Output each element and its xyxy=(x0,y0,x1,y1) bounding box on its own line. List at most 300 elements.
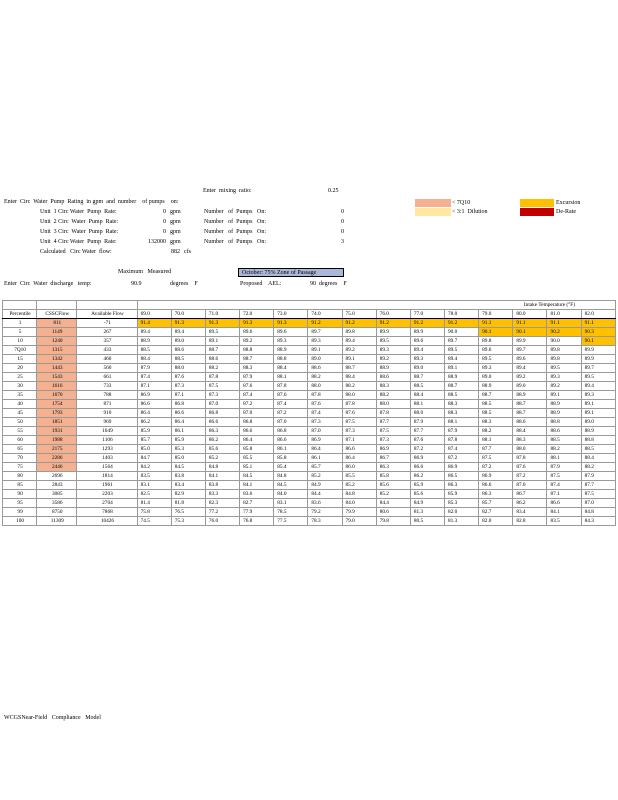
temperature-value-cell: 88.2 xyxy=(376,391,410,400)
header-temp: 71.0 xyxy=(205,310,239,319)
temperature-value-cell: 88.7 xyxy=(513,400,547,409)
temperature-value-cell: 81.4 xyxy=(137,499,171,508)
calc-flow-label: Calculated Circ Water flow: xyxy=(40,249,112,255)
temperature-value-cell: 88.4 xyxy=(513,427,547,436)
header-percentile: Percentile xyxy=(3,310,37,319)
temperature-value-cell: 88.7 xyxy=(240,355,274,364)
temperature-value-cell: 85.5 xyxy=(240,454,274,463)
cssc-flow-cell: 1616 xyxy=(37,382,77,391)
percentile-cell: 80 xyxy=(3,472,37,481)
temperature-value-cell: 91.3 xyxy=(171,319,205,328)
temperature-value-cell: 88.5 xyxy=(547,436,581,445)
temperature-value-cell: 89.4 xyxy=(581,382,615,391)
cssc-flow-cell: 1793 xyxy=(37,409,77,418)
temperature-value-cell: 89.3 xyxy=(274,337,308,346)
temperature-value-cell: 89.9 xyxy=(581,346,615,355)
temperature-value-cell: 81.8 xyxy=(171,499,205,508)
temperature-value-cell: 83.8 xyxy=(171,472,205,481)
percentile-cell: 99 xyxy=(3,508,37,517)
temperature-value-cell: 83.8 xyxy=(205,481,239,490)
temperature-value-cell: 87.8 xyxy=(308,391,342,400)
temperature-value-cell: 87.2 xyxy=(240,400,274,409)
temperature-value-cell: 80.6 xyxy=(376,508,410,517)
table-row xyxy=(3,490,616,499)
temperature-value-cell: 85.8 xyxy=(240,445,274,454)
temperature-value-cell: 86.6 xyxy=(479,481,513,490)
temperature-value-cell: 86.6 xyxy=(137,400,171,409)
temperature-value-cell: 84.0 xyxy=(274,490,308,499)
temperature-value-cell: 88.9 xyxy=(513,391,547,400)
header-temp: 82.0 xyxy=(581,310,615,319)
temperature-value-cell: 78.5 xyxy=(274,508,308,517)
temperature-value-cell: 88.0 xyxy=(410,409,444,418)
temperature-value-cell: 85.3 xyxy=(171,445,205,454)
table-row xyxy=(3,355,616,364)
temperature-value-cell: 88.3 xyxy=(240,364,274,373)
temperature-value-cell: 89.1 xyxy=(342,355,376,364)
temperature-value-cell: 89.2 xyxy=(513,373,547,382)
temperature-value-cell: 86.3 xyxy=(445,481,479,490)
temperature-value-cell: 86.4 xyxy=(240,436,274,445)
calc-flow-unit: cfs xyxy=(184,249,191,255)
unit3-pumps[interactable]: 0 xyxy=(341,229,344,235)
temperature-value-cell: 85.9 xyxy=(445,490,479,499)
temperature-value-cell: 80.5 xyxy=(410,517,444,526)
percentile-cell: 55 xyxy=(3,427,37,436)
temperature-value-cell: 84.3 xyxy=(581,517,615,526)
temperature-value-cell: 89.7 xyxy=(513,346,547,355)
percentile-cell: 70 xyxy=(3,454,37,463)
temperature-value-cell: 88.3 xyxy=(445,409,479,418)
temperature-value-cell: 88.0 xyxy=(513,445,547,454)
temperature-value-cell: 83.6 xyxy=(240,490,274,499)
percentile-cell: 95 xyxy=(3,499,37,508)
temperature-value-cell: 86.8 xyxy=(171,400,205,409)
table-row xyxy=(3,508,616,517)
temperature-value-cell: 87.2 xyxy=(513,472,547,481)
temperature-value-cell: 88.5 xyxy=(479,400,513,409)
temperature-value-cell: 86.4 xyxy=(342,454,376,463)
temperature-value-cell: 88.2 xyxy=(308,373,342,382)
temperature-value-cell: 91.2 xyxy=(445,319,479,328)
cssc-flow-cell: 1670 xyxy=(37,391,77,400)
table-row xyxy=(3,481,616,490)
legend-excursion-label: Excursion xyxy=(556,200,581,206)
cssc-flow-cell: 1988 xyxy=(37,436,77,445)
table-row xyxy=(3,328,616,337)
temperature-value-cell: 87.3 xyxy=(376,436,410,445)
cssc-flow-cell: 2286 xyxy=(37,454,77,463)
header-temp: 76.0 xyxy=(376,310,410,319)
temperature-value-cell: 87.5 xyxy=(547,472,581,481)
temperature-value-cell: 75.3 xyxy=(171,517,205,526)
temperature-value-cell: 83.4 xyxy=(171,481,205,490)
temperature-value-cell: 87.6 xyxy=(342,409,376,418)
table-row xyxy=(3,418,616,427)
cssc-flow-cell: 2696 xyxy=(37,472,77,481)
table-row xyxy=(3,454,616,463)
temperature-value-cell: 87.0 xyxy=(274,418,308,427)
temperature-value-cell: 84.7 xyxy=(137,454,171,463)
temperature-value-cell: 89.5 xyxy=(547,364,581,373)
temperature-value-cell: 87.7 xyxy=(376,418,410,427)
temperature-value-cell: 87.4 xyxy=(547,481,581,490)
temperature-value-cell: 89.5 xyxy=(445,346,479,355)
temperature-value-cell: 84.9 xyxy=(410,499,444,508)
temperature-value-cell: 88.7 xyxy=(445,382,479,391)
temperature-value-cell: 88.9 xyxy=(479,382,513,391)
october-zone-box xyxy=(238,268,344,277)
temperature-value-cell: 89.1 xyxy=(547,391,581,400)
temperature-value-cell: 82.7 xyxy=(479,508,513,517)
temperature-value-cell: 87.5 xyxy=(581,490,615,499)
footer-title: WCGSNear-Field Compliance Model xyxy=(4,715,101,721)
temperature-value-cell: 77.2 xyxy=(205,508,239,517)
temperature-value-cell: 88.0 xyxy=(342,391,376,400)
blank-cell xyxy=(37,301,77,310)
temperature-value-cell: 87.0 xyxy=(205,400,239,409)
temperature-value-cell: 87.8 xyxy=(274,382,308,391)
october-zone-label: October: 75% Zone of Passage xyxy=(242,270,317,276)
temperature-value-cell: 86.7 xyxy=(376,454,410,463)
temperature-value-cell: 88.5 xyxy=(137,346,171,355)
unit1-rate[interactable]: 0 xyxy=(163,209,166,215)
temperature-value-cell: 89.0 xyxy=(410,364,444,373)
temperature-value-cell: 88.2 xyxy=(205,364,239,373)
temperature-value-cell: 91.3 xyxy=(240,319,274,328)
temperature-value-cell: 84.8 xyxy=(205,463,239,472)
temperature-value-cell: 87.6 xyxy=(513,463,547,472)
cssc-flow-cell: 2843 xyxy=(37,481,77,490)
header-available-flow: Available Flow xyxy=(77,310,137,319)
temperature-value-cell: 91.1 xyxy=(581,319,615,328)
temperature-value-cell: 88.8 xyxy=(547,418,581,427)
temperature-value-cell: 91.2 xyxy=(308,319,342,328)
temperature-value-cell: 86.6 xyxy=(410,463,444,472)
unit2-rate[interactable]: 0 xyxy=(163,219,166,225)
temperature-value-cell: 88.1 xyxy=(445,418,479,427)
available-flow-cell: 1814 xyxy=(77,472,137,481)
proposed-ael-label: Proposed AEL: xyxy=(240,281,282,287)
temperature-value-cell: 82.0 xyxy=(445,508,479,517)
temperature-value-cell: 87.9 xyxy=(137,364,171,373)
temperature-value-cell: 86.5 xyxy=(445,472,479,481)
unit1-label: Unit 1 Circ Water Pump Rate: xyxy=(40,209,117,215)
temperature-value-cell: 85.8 xyxy=(376,472,410,481)
temperature-value-cell: 88.3 xyxy=(445,400,479,409)
temperature-value-cell: 88.4 xyxy=(342,373,376,382)
temperature-value-cell: 86.9 xyxy=(445,463,479,472)
temperature-value-cell: 87.3 xyxy=(205,391,239,400)
temperature-value-cell: 88.0 xyxy=(171,364,205,373)
temperature-value-cell: 89.3 xyxy=(410,355,444,364)
legend-derate-label: De-Rate xyxy=(556,209,576,215)
table-row xyxy=(3,319,616,328)
temperature-value-cell: 82.0 xyxy=(479,517,513,526)
header-temp: 69.0 xyxy=(137,310,171,319)
temperature-value-cell: 89.9 xyxy=(581,355,615,364)
header-temp: 72.0 xyxy=(240,310,274,319)
available-flow-cell: 1293 xyxy=(77,445,137,454)
temperature-value-cell: 88.5 xyxy=(171,355,205,364)
temperature-value-cell: 89.1 xyxy=(581,409,615,418)
temperature-value-cell: 89.4 xyxy=(137,328,171,337)
temperature-value-cell: 89.2 xyxy=(376,355,410,364)
table-row xyxy=(3,364,616,373)
temperature-value-cell: 88.7 xyxy=(205,346,239,355)
unit4-pumps[interactable]: 3 xyxy=(341,239,344,245)
unit2-label: Unit 2 Circ Water Pump Rate: xyxy=(40,219,119,225)
temperature-value-cell: 87.2 xyxy=(274,409,308,418)
temperature-value-cell: 87.0 xyxy=(308,427,342,436)
temperature-value-cell: 88.4 xyxy=(137,355,171,364)
temperature-value-cell: 89.1 xyxy=(205,337,239,346)
temperature-value-cell: 86.3 xyxy=(479,490,513,499)
temperature-value-cell: 87.1 xyxy=(342,436,376,445)
cssc-flow-cell: 1149 xyxy=(37,328,77,337)
temperature-value-cell: 85.1 xyxy=(240,463,274,472)
available-flow-cell: 2704 xyxy=(77,499,137,508)
temperature-value-cell: 86.4 xyxy=(308,445,342,454)
unit3-rate[interactable]: 0 xyxy=(163,229,166,235)
unit4-label: Unit 4 Circ Water Pump Rate: xyxy=(40,239,117,245)
temperature-value-cell: 89.9 xyxy=(376,328,410,337)
temperature-value-cell: 85.6 xyxy=(410,490,444,499)
discharge-temp-value[interactable]: 90.9 xyxy=(131,281,142,287)
temperature-value-cell: 89.6 xyxy=(240,328,274,337)
intake-header-row xyxy=(3,301,616,310)
temperature-value-cell: 85.2 xyxy=(376,490,410,499)
temperature-value-cell: 84.5 xyxy=(240,472,274,481)
temperature-value-cell: 84.8 xyxy=(342,490,376,499)
temperature-value-cell: 87.9 xyxy=(410,418,444,427)
temperature-value-cell: 78.3 xyxy=(308,517,342,526)
temperature-value-cell: 87.6 xyxy=(240,382,274,391)
temperature-value-cell: 85.4 xyxy=(274,463,308,472)
temperature-value-cell: 87.9 xyxy=(547,463,581,472)
temperature-value-cell: 89.3 xyxy=(376,346,410,355)
temperature-value-cell: 89.9 xyxy=(513,337,547,346)
available-flow-cell: 1961 xyxy=(77,481,137,490)
cssc-flow-cell: 1443 xyxy=(37,364,77,373)
temperature-value-cell: 85.3 xyxy=(445,499,479,508)
temperature-value-cell: 85.9 xyxy=(171,436,205,445)
temperature-value-cell: 89.0 xyxy=(171,337,205,346)
available-flow-cell: 871 xyxy=(77,400,137,409)
temperature-value-cell: 89.5 xyxy=(205,328,239,337)
temperature-value-cell: 89.7 xyxy=(445,337,479,346)
temperature-value-cell: 88.4 xyxy=(581,454,615,463)
temperature-value-cell: 81.3 xyxy=(410,508,444,517)
temperature-value-cell: 76.5 xyxy=(171,508,205,517)
temperature-value-cell: 88.2 xyxy=(547,445,581,454)
temperature-value-cell: 87.2 xyxy=(445,454,479,463)
temperature-value-cell: 89.1 xyxy=(308,346,342,355)
temperature-value-cell: 88.5 xyxy=(445,391,479,400)
legend-salmon-label: < 7Q10 xyxy=(452,200,471,206)
percentile-cell: 60 xyxy=(3,436,37,445)
temperature-value-cell: 88.9 xyxy=(274,346,308,355)
blank-cell xyxy=(3,301,37,310)
temperature-value-cell: 86.3 xyxy=(376,463,410,472)
available-flow-cell: 357 xyxy=(77,337,137,346)
percentile-cell: 35 xyxy=(3,391,37,400)
temperature-value-cell: 89.2 xyxy=(342,346,376,355)
percentile-cell: 75 xyxy=(3,463,37,472)
temperature-value-cell: 88.1 xyxy=(410,400,444,409)
table-row xyxy=(3,337,616,346)
header-temp: 73.0 xyxy=(274,310,308,319)
temperature-value-cell: 88.3 xyxy=(376,382,410,391)
temperature-value-cell: 84.8 xyxy=(274,472,308,481)
cssc-flow-cell: 1315 xyxy=(37,346,77,355)
temperature-value-cell: 75.8 xyxy=(137,508,171,517)
temperature-value-cell: 82.8 xyxy=(513,517,547,526)
table-row xyxy=(3,517,616,526)
temperature-value-cell: 88.9 xyxy=(547,400,581,409)
cssc-flow-cell: 811 xyxy=(37,319,77,328)
unit2-pumps-label: Number of Pumps On: xyxy=(204,219,266,225)
blank-cell xyxy=(77,301,137,310)
temperature-value-cell: 84.4 xyxy=(376,499,410,508)
temperature-value-cell: 87.1 xyxy=(171,391,205,400)
temperature-value-cell: 74.5 xyxy=(137,517,171,526)
temperature-value-cell: 83.5 xyxy=(137,472,171,481)
temperature-value-cell: 87.8 xyxy=(513,454,547,463)
temperature-value-cell: 83.1 xyxy=(274,499,308,508)
temperature-value-cell: 89.8 xyxy=(479,337,513,346)
temperature-value-cell: 88.0 xyxy=(308,382,342,391)
temperature-value-cell: 87.1 xyxy=(547,490,581,499)
temperature-value-cell: 88.4 xyxy=(274,364,308,373)
temperature-value-cell: 86.7 xyxy=(513,490,547,499)
percentile-cell: 20 xyxy=(3,364,37,373)
temperature-value-cell: 89.5 xyxy=(581,373,615,382)
temperature-value-cell: 86.6 xyxy=(547,499,581,508)
temperature-value-cell: 84.1 xyxy=(205,472,239,481)
temperature-value-cell: 87.5 xyxy=(376,427,410,436)
temperature-value-cell: 88.8 xyxy=(581,436,615,445)
percentile-cell: 45 xyxy=(3,409,37,418)
unit1-pumps[interactable]: 0 xyxy=(341,209,344,215)
temperature-value-cell: 86.4 xyxy=(171,418,205,427)
temperature-value-cell: 86.1 xyxy=(274,445,308,454)
temperature-value-cell: 86.2 xyxy=(137,418,171,427)
temperature-value-cell: 88.8 xyxy=(274,355,308,364)
temperature-value-cell: 88.1 xyxy=(479,436,513,445)
table-row xyxy=(3,463,616,472)
available-flow-cell: 969 xyxy=(77,418,137,427)
available-flow-cell: 733 xyxy=(77,382,137,391)
available-flow-cell: 10426 xyxy=(77,517,137,526)
cssc-flow-cell: 3085 xyxy=(37,490,77,499)
temperature-value-cell: 82.3 xyxy=(205,499,239,508)
unit2-pumps[interactable]: 0 xyxy=(341,219,344,225)
temperature-value-cell: 85.7 xyxy=(137,436,171,445)
percentile-cell: 40 xyxy=(3,400,37,409)
legend-light-label: < 3:1 Dilution xyxy=(452,209,488,215)
available-flow-cell: 910 xyxy=(77,409,137,418)
temperature-value-cell: 87.8 xyxy=(445,436,479,445)
temperature-value-cell: 86.1 xyxy=(308,454,342,463)
temperature-value-cell: 86.0 xyxy=(342,463,376,472)
legend-salmon-swatch xyxy=(415,199,451,207)
unit2-rate-unit: gpm xyxy=(170,219,181,225)
temperature-value-cell: 91.3 xyxy=(274,319,308,328)
mixing-ratio-value[interactable]: 0.25 xyxy=(328,188,339,194)
temperature-value-cell: 88.7 xyxy=(342,364,376,373)
temperature-value-cell: 89.3 xyxy=(479,364,513,373)
temperature-value-cell: 88.6 xyxy=(171,346,205,355)
temperature-value-cell: 85.7 xyxy=(479,499,513,508)
temperature-value-cell: 82.7 xyxy=(240,499,274,508)
temperature-value-cell: 86.4 xyxy=(137,409,171,418)
temperature-value-cell: 87.7 xyxy=(479,445,513,454)
unit4-rate[interactable]: 132000 xyxy=(148,239,166,245)
unit4-rate-unit: gpm xyxy=(170,239,181,245)
temperature-value-cell: 91.1 xyxy=(547,319,581,328)
temperature-value-cell: 91.1 xyxy=(479,319,513,328)
available-flow-cell: 560 xyxy=(77,364,137,373)
temperature-value-cell: 87.7 xyxy=(581,481,615,490)
temperature-value-cell: 89.6 xyxy=(479,346,513,355)
percentile-cell: 100 xyxy=(3,517,37,526)
temperature-value-cell: 87.8 xyxy=(342,400,376,409)
temperature-value-cell: 84.4 xyxy=(308,490,342,499)
temperature-value-cell: 87.6 xyxy=(274,391,308,400)
temperature-value-cell: 86.6 xyxy=(274,436,308,445)
temperature-value-cell: 87.6 xyxy=(171,373,205,382)
temperature-value-cell: 88.9 xyxy=(547,409,581,418)
temperature-value-cell: 89.1 xyxy=(445,364,479,373)
temperature-value-cell: 90.3 xyxy=(581,328,615,337)
temperature-value-cell: 87.6 xyxy=(410,436,444,445)
temperature-value-cell: 86.6 xyxy=(205,418,239,427)
temperature-value-cell: 76.8 xyxy=(240,517,274,526)
calc-flow-value: 882 xyxy=(171,249,180,255)
cssc-flow-cell: 1342 xyxy=(37,355,77,364)
temperature-value-cell: 86.2 xyxy=(513,499,547,508)
temperature-value-cell: 86.6 xyxy=(240,427,274,436)
temperature-value-cell: 87.8 xyxy=(205,373,239,382)
temperature-value-cell: 85.9 xyxy=(137,427,171,436)
temperature-value-cell: 88.9 xyxy=(376,364,410,373)
percentile-cell: 30 xyxy=(3,382,37,391)
temperature-value-cell: 86.3 xyxy=(205,427,239,436)
percentile-cell: 65 xyxy=(3,445,37,454)
available-flow-cell: 433 xyxy=(77,346,137,355)
compliance-table xyxy=(2,300,616,526)
temperature-value-cell: 84.5 xyxy=(274,481,308,490)
percentile-cell: 85 xyxy=(3,481,37,490)
temperature-value-cell: 89.7 xyxy=(308,328,342,337)
legend-light-swatch xyxy=(415,208,451,216)
temperature-value-cell: 89.4 xyxy=(513,364,547,373)
temperature-value-cell: 85.2 xyxy=(342,481,376,490)
table-row xyxy=(3,382,616,391)
temperature-value-cell: 91.2 xyxy=(376,319,410,328)
temperature-value-cell: 84.1 xyxy=(547,508,581,517)
temperature-value-cell: 79.8 xyxy=(376,517,410,526)
temperature-value-cell: 90.1 xyxy=(581,337,615,346)
temperature-value-cell: 85.6 xyxy=(376,481,410,490)
temperature-value-cell: 89.8 xyxy=(547,346,581,355)
table-row xyxy=(3,346,616,355)
temperature-value-cell: 89.3 xyxy=(308,337,342,346)
percentile-cell: 1 xyxy=(3,319,37,328)
available-flow-cell: 267 xyxy=(77,328,137,337)
temperature-value-cell: 84.9 xyxy=(308,481,342,490)
